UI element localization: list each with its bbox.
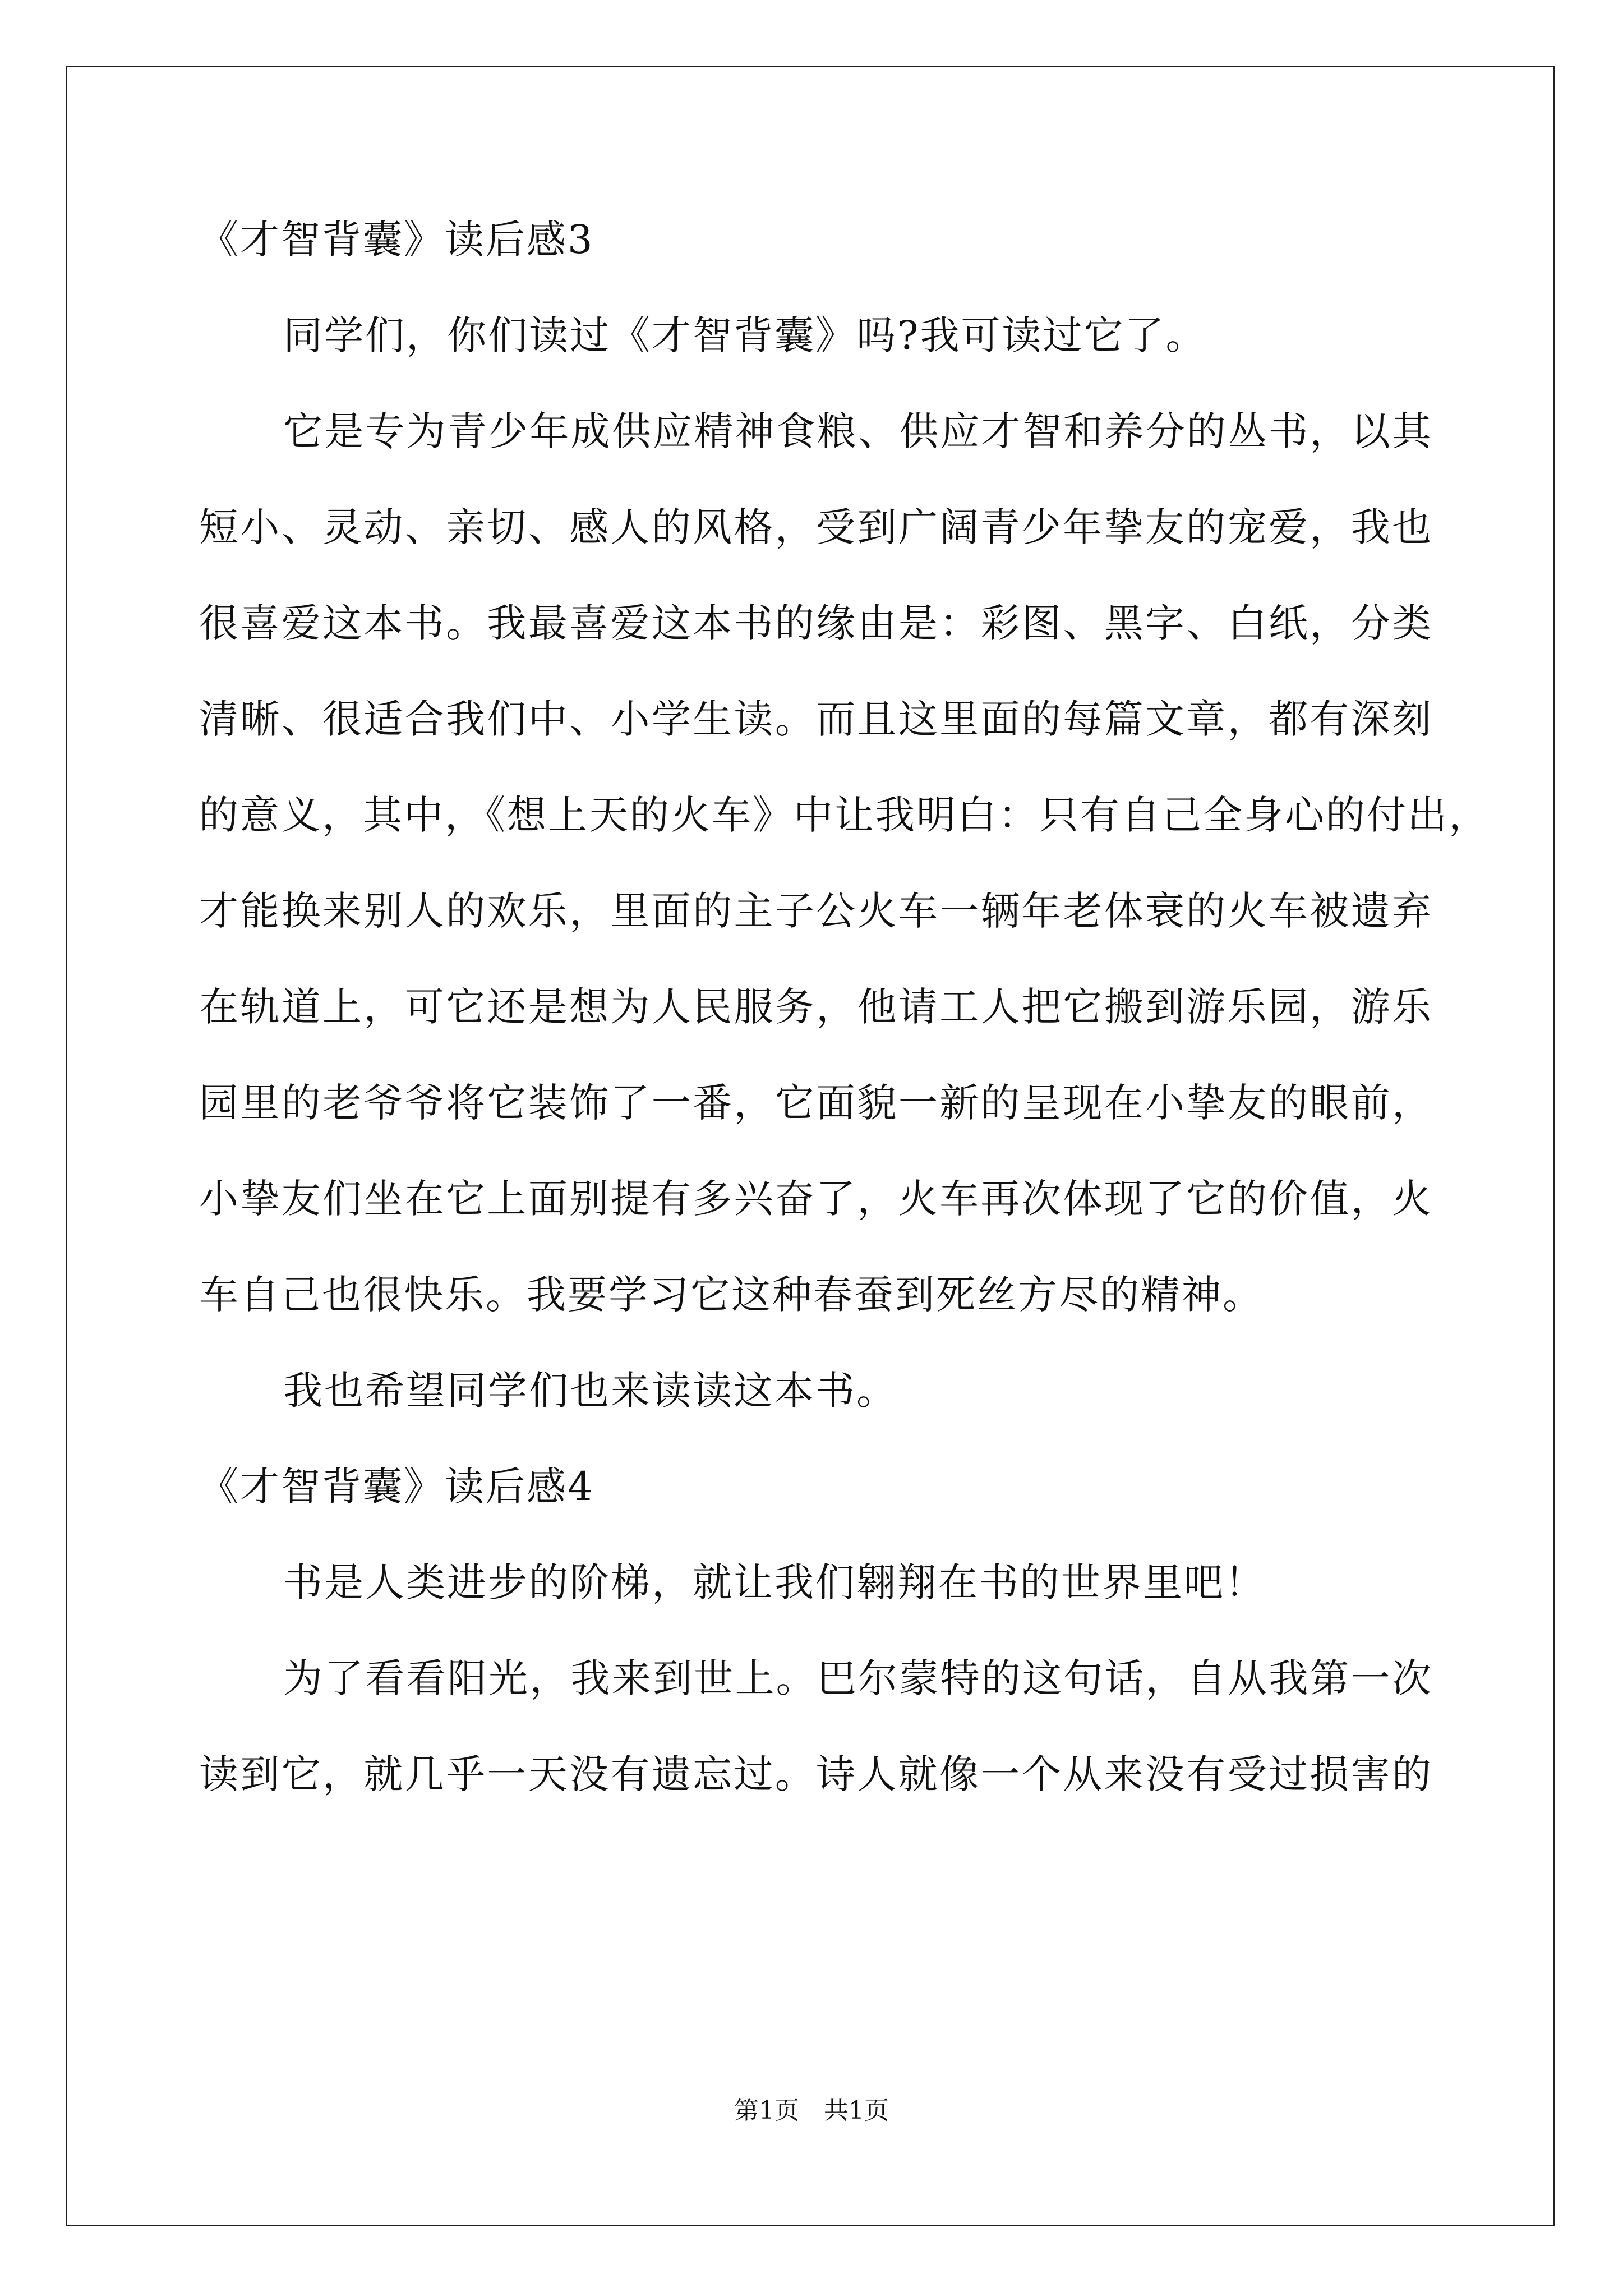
paragraph-line: 小挚友们坐在它上面别提有多兴奋了，火车再次体现了它的价值，火: [199, 1176, 1433, 1222]
paragraph-line: 我也希望同学们也来读读这本书。: [283, 1368, 897, 1414]
paragraph-line: 短小、灵动、亲切、感人的风格，受到广阔青少年挚友的宠爱，我也: [199, 504, 1433, 550]
paragraph-line: 为了看看阳光，我来到世上。巴尔蒙特的这句话，自从我第一次: [283, 1655, 1433, 1701]
section-heading-4: 《才智背囊》读后感4: [199, 1464, 594, 1510]
paragraph-line: 读到它，就几乎一天没有遗忘过。诗人就像一个从来没有受过损害的: [199, 1751, 1433, 1797]
paragraph-line: 它是专为青少年成供应精神食粮、供应才智和养分的丛书，以其: [283, 408, 1433, 454]
paragraph-line: 很喜爱这本书。我最喜爱这本书的缘由是：彩图、黑字、白纸，分类: [199, 600, 1433, 646]
paragraph-line: 的意义，其中，《想上天的火车》中让我明白：只有自己全身心的付出，: [199, 792, 1490, 838]
paragraph-line: 同学们，你们读过《才智背囊》吗?我可读过它了。: [283, 312, 1207, 358]
paragraph-line: 书是人类进步的阶梯，就让我们翱翔在书的世界里吧！: [283, 1559, 1266, 1605]
paragraph-line: 车自己也很快乐。我要学习它这种春蚕到死丝方尽的精神。: [199, 1272, 1264, 1318]
paragraph-line: 园里的老爷爷将它装饰了一番，它面貌一新的呈现在小挚友的眼前，: [199, 1080, 1433, 1126]
paragraph-line: 清晰、很适合我们中、小学生读。而且这里面的每篇文章，都有深刻: [199, 696, 1433, 742]
paragraph-line: 才能换来别人的欢乐，里面的主子公火车一辆年老体衰的火车被遗弃: [199, 888, 1433, 934]
section-heading-3: 《才智背囊》读后感3: [199, 217, 594, 263]
page-footer: 第1页 共1页: [734, 2096, 889, 2125]
document-body: [199, 214, 1490, 1845]
paragraph-line: 在轨道上，可它还是想为人民服务，他请工人把它搬到游乐园，游乐: [199, 984, 1433, 1030]
